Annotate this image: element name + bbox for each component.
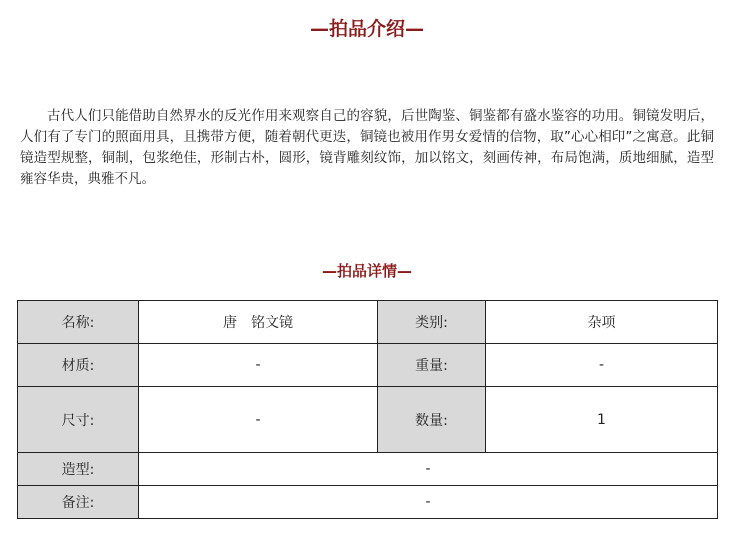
size-label: 尺寸: — [18, 387, 139, 453]
details-section-title: —拍品详情— — [321, 262, 412, 280]
table-row — [18, 486, 718, 519]
table-row — [18, 344, 718, 387]
details-table — [17, 300, 718, 519]
quantity-value: 1 — [486, 387, 718, 453]
weight-label: 重量: — [378, 344, 486, 387]
weight-value: - — [486, 344, 718, 387]
category-value: 杂项 — [486, 301, 718, 344]
table-row — [18, 453, 718, 486]
category-label: 类别: — [378, 301, 486, 344]
size-value: - — [139, 387, 378, 453]
name-value: 唐 铭文镜 — [139, 301, 378, 344]
remarks-value: - — [139, 486, 718, 519]
quantity-label: 数量: — [378, 387, 486, 453]
material-value: - — [139, 344, 378, 387]
table-row — [18, 387, 718, 453]
shape-label: 造型: — [18, 453, 139, 486]
material-label: 材质: — [18, 344, 139, 387]
remarks-label: 备注: — [18, 486, 139, 519]
table-row — [18, 301, 718, 344]
shape-value: - — [139, 453, 718, 486]
intro-section-title: —拍品介绍— — [309, 18, 424, 40]
intro-description: 古代人们只能借助自然界水的反光作用来观察自己的容貌，后世陶鉴、铜鉴都有盛水鉴容的功用。铜镜发明后，人们有了专门的照面用具，且携带方便，随着朝代更迭，铜镜也被用作男女爱情的信物，取”心心相印”之寓意。此铜镜造型规整，铜制，包浆绝佳，形制古朴，圆形，镜背雕刻纹饰，加以铭文，刻画传神，布局饱满，质地细腻，造型雍容华贵，典雅不凡。 — [20, 108, 714, 187]
name-label: 名称: — [18, 301, 139, 344]
